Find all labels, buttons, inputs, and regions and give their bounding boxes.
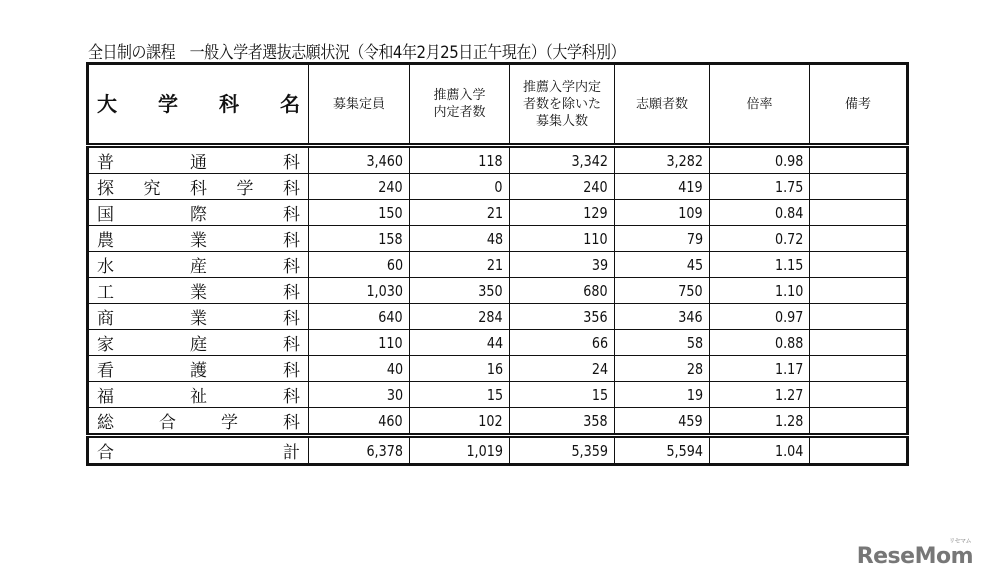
name-text: 大学科名	[97, 91, 300, 116]
value-cell	[309, 278, 410, 304]
value-text: 1.75	[774, 177, 803, 196]
value-text: 150	[378, 203, 403, 222]
department-name-cell	[88, 174, 309, 200]
value-cell	[810, 252, 908, 278]
document-title: 全日制の課程 一般入学者選抜志願状況（令和4年2月25日正午現在）（大学科別）	[88, 43, 626, 63]
department-name-cell	[88, 252, 309, 278]
name-text: 探究科学科	[97, 179, 300, 199]
value-text: 60	[386, 255, 403, 274]
value-cell	[810, 408, 908, 436]
value-cell	[615, 436, 710, 465]
value-text: 460	[378, 411, 403, 430]
value-cell	[410, 304, 510, 330]
value-cell	[615, 146, 710, 174]
value-text: 15	[591, 385, 608, 404]
value-cell	[309, 200, 410, 226]
value-text: 358	[583, 411, 608, 430]
name-text: 工業科	[97, 283, 300, 303]
column-header: 推薦入学 内定者数	[410, 64, 510, 146]
table-row	[88, 382, 908, 408]
value-cell	[510, 226, 615, 252]
value-cell	[309, 146, 410, 174]
header-row	[88, 64, 908, 146]
department-name-cell	[88, 436, 309, 465]
value-cell	[410, 436, 510, 465]
value-text: 158	[378, 229, 403, 248]
value-text: 5,359	[571, 441, 608, 460]
value-text: 419	[678, 177, 703, 196]
table-row	[88, 252, 908, 278]
value-cell	[810, 174, 908, 200]
department-name-cell	[88, 200, 309, 226]
value-text: 129	[583, 203, 608, 222]
department-name-cell	[88, 304, 309, 330]
department-name-cell	[88, 146, 309, 174]
value-text: 3,342	[571, 151, 608, 170]
column-header: 倍率	[710, 64, 810, 146]
value-cell	[810, 436, 908, 465]
value-text: 24	[591, 359, 608, 378]
value-cell	[710, 174, 810, 200]
name-text: 合計	[97, 443, 300, 463]
department-name-cell	[88, 356, 309, 382]
value-cell	[710, 200, 810, 226]
value-cell	[615, 304, 710, 330]
value-cell	[710, 436, 810, 465]
value-text: 1.28	[774, 411, 803, 430]
value-cell	[309, 382, 410, 408]
name-text: 農業科	[97, 231, 300, 251]
value-cell	[510, 174, 615, 200]
value-text: 284	[478, 307, 503, 326]
name-text: 普通科	[97, 153, 300, 173]
value-cell	[710, 146, 810, 174]
logo-text: ReseMom	[856, 544, 973, 569]
value-cell	[810, 356, 908, 382]
value-cell	[615, 252, 710, 278]
value-cell	[410, 382, 510, 408]
value-text: 48	[486, 229, 503, 248]
value-text: 15	[486, 385, 503, 404]
value-cell	[309, 356, 410, 382]
value-text: 459	[678, 411, 703, 430]
department-name-cell	[88, 408, 309, 436]
value-cell	[309, 226, 410, 252]
value-cell	[410, 226, 510, 252]
value-cell	[810, 226, 908, 252]
value-text: 58	[686, 333, 703, 352]
table-row	[88, 146, 908, 174]
value-cell	[810, 382, 908, 408]
value-text: 79	[686, 229, 703, 248]
value-cell	[410, 356, 510, 382]
value-cell	[810, 278, 908, 304]
value-text: 44	[486, 333, 503, 352]
value-cell	[810, 146, 908, 174]
value-cell	[710, 408, 810, 436]
value-cell	[510, 304, 615, 330]
value-text: 1,030	[366, 281, 403, 300]
value-cell	[309, 436, 410, 465]
value-cell	[410, 252, 510, 278]
value-text: 110	[378, 333, 403, 352]
value-cell	[309, 174, 410, 200]
name-text: 看護科	[97, 361, 300, 381]
total-row	[88, 436, 908, 465]
value-cell	[710, 226, 810, 252]
value-cell	[615, 408, 710, 436]
value-cell	[510, 278, 615, 304]
value-cell	[309, 408, 410, 436]
value-text: 21	[486, 255, 503, 274]
value-cell	[710, 330, 810, 356]
value-text: 110	[583, 229, 608, 248]
value-cell	[710, 304, 810, 330]
value-cell	[615, 382, 710, 408]
value-text: 0	[494, 177, 503, 196]
column-header: 推薦入学内定 者数を除いた 募集人数	[510, 64, 615, 146]
table-row	[88, 356, 908, 382]
department-name-cell	[88, 226, 309, 252]
value-text: 3,282	[666, 151, 703, 170]
value-cell	[510, 436, 615, 465]
value-text: 0.72	[774, 229, 803, 248]
value-cell	[810, 200, 908, 226]
value-text: 680	[583, 281, 608, 300]
value-cell	[410, 330, 510, 356]
value-cell	[510, 382, 615, 408]
value-cell	[410, 146, 510, 174]
value-text: 1.27	[774, 385, 803, 404]
value-text: 346	[678, 307, 703, 326]
value-cell	[309, 330, 410, 356]
value-cell	[410, 174, 510, 200]
value-cell	[615, 330, 710, 356]
value-cell	[810, 330, 908, 356]
column-header: 志願者数	[615, 64, 710, 146]
column-header: 募集定員	[309, 64, 410, 146]
application-status-table	[86, 62, 909, 466]
value-text: 1.04	[774, 441, 803, 460]
table-row	[88, 226, 908, 252]
table-row	[88, 408, 908, 436]
value-text: 0.88	[774, 333, 803, 352]
value-text: 1.15	[774, 255, 803, 274]
department-name-cell	[88, 330, 309, 356]
value-cell	[510, 252, 615, 278]
value-cell	[309, 304, 410, 330]
resemom-logo	[856, 538, 973, 569]
value-text: 356	[583, 307, 608, 326]
value-text: 0.98	[774, 151, 803, 170]
name-text: 商業科	[97, 309, 300, 329]
value-cell	[615, 200, 710, 226]
logo-kana: リセマム	[949, 538, 971, 545]
column-header	[88, 64, 309, 146]
value-cell	[615, 226, 710, 252]
table-row	[88, 174, 908, 200]
value-cell	[410, 200, 510, 226]
table-row	[88, 200, 908, 226]
value-cell	[510, 330, 615, 356]
value-text: 0.97	[774, 307, 803, 326]
value-cell	[710, 382, 810, 408]
value-text: 240	[378, 177, 403, 196]
value-text: 19	[686, 385, 703, 404]
value-text: 1.10	[774, 281, 803, 300]
value-text: 45	[686, 255, 703, 274]
value-text: 39	[591, 255, 608, 274]
value-text: 240	[583, 177, 608, 196]
value-cell	[309, 252, 410, 278]
value-cell	[710, 252, 810, 278]
value-cell	[615, 174, 710, 200]
table-row	[88, 304, 908, 330]
value-text: 40	[386, 359, 403, 378]
value-text: 5,594	[666, 441, 703, 460]
column-header: 備考	[810, 64, 908, 146]
name-text: 総合学科	[97, 413, 300, 433]
name-text: 水産科	[97, 257, 300, 277]
name-text: 福祉科	[97, 387, 300, 407]
value-cell	[510, 356, 615, 382]
table-row	[88, 330, 908, 356]
value-text: 109	[678, 203, 703, 222]
value-cell	[615, 278, 710, 304]
value-cell	[410, 278, 510, 304]
value-text: 30	[386, 385, 403, 404]
value-text: 1,019	[466, 441, 503, 460]
value-text: 66	[591, 333, 608, 352]
department-name-cell	[88, 278, 309, 304]
value-text: 750	[678, 281, 703, 300]
department-name-cell	[88, 382, 309, 408]
value-cell	[710, 356, 810, 382]
value-text: 3,460	[366, 151, 403, 170]
value-cell	[410, 408, 510, 436]
value-text: 0.84	[774, 203, 803, 222]
value-cell	[510, 200, 615, 226]
value-text: 1.17	[774, 359, 803, 378]
value-cell	[510, 146, 615, 174]
value-cell	[510, 408, 615, 436]
name-text: 家庭科	[97, 335, 300, 355]
value-cell	[615, 356, 710, 382]
table-row	[88, 278, 908, 304]
value-cell	[710, 278, 810, 304]
value-cell	[810, 304, 908, 330]
value-text: 28	[686, 359, 703, 378]
value-text: 21	[486, 203, 503, 222]
value-text: 118	[478, 151, 503, 170]
value-text: 640	[378, 307, 403, 326]
value-text: 350	[478, 281, 503, 300]
value-text: 16	[486, 359, 503, 378]
name-text: 国際科	[97, 205, 300, 225]
value-text: 102	[478, 411, 503, 430]
value-text: 6,378	[366, 441, 403, 460]
